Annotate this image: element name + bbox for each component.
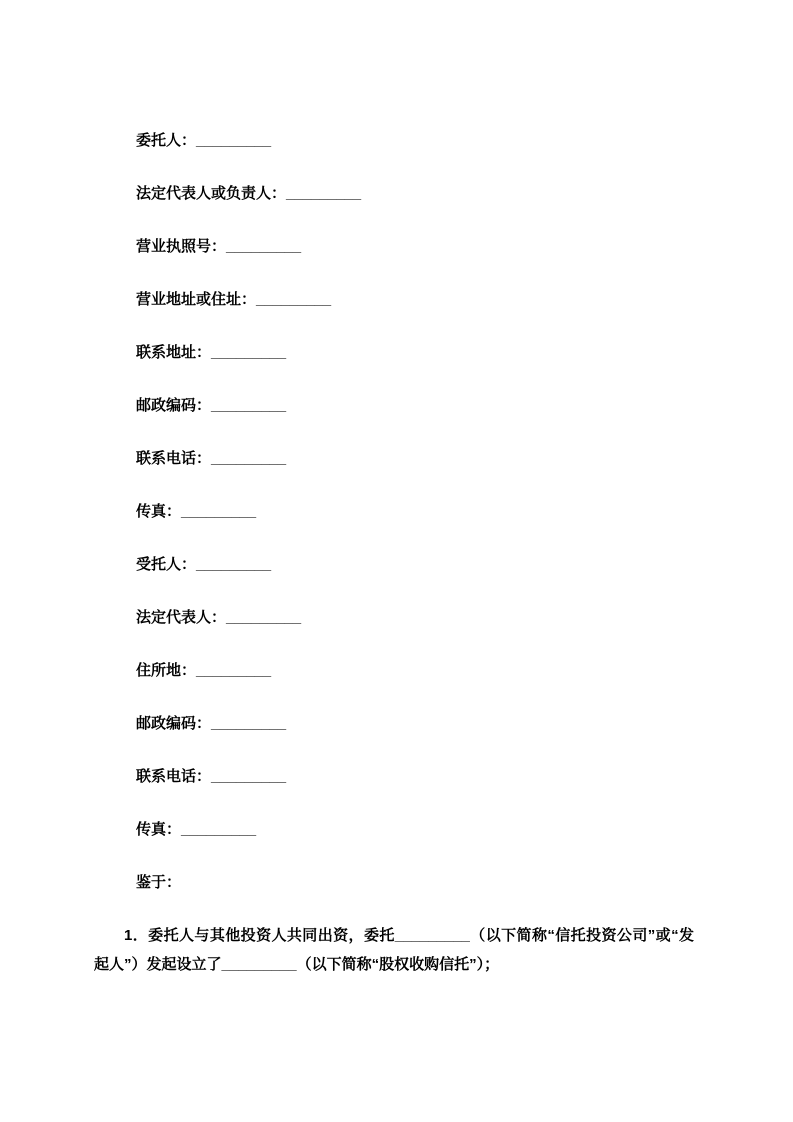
- field-blank-line: _________: [286, 185, 362, 202]
- field-blank-line: _________: [226, 609, 302, 626]
- field-label: 营业执照号：: [136, 238, 227, 255]
- field-blank-line: _________: [181, 503, 257, 520]
- field-blank-line: _________: [211, 397, 287, 414]
- field-blank-line: _________: [226, 238, 302, 255]
- field-label: 住所地：: [136, 662, 197, 679]
- field-row: [94, 709, 694, 738]
- field-label: 委托人：: [136, 132, 197, 149]
- clause-text: 委托人与其他投资人共同出资，委托_________（以下简称“信托投资公司”或“发起人”）发起设立了_________（以下简称“股权收购信托”）；: [94, 927, 694, 973]
- field-row: [94, 338, 694, 367]
- field-label: 传真：: [136, 503, 182, 520]
- field-label: 联系电话：: [136, 450, 212, 467]
- field-row: [94, 603, 694, 632]
- field-row: [94, 285, 694, 314]
- field-row: [94, 179, 694, 208]
- whereas-heading: [94, 868, 694, 897]
- field-label: 营业地址或住址：: [136, 291, 257, 308]
- field-label: 联系电话：: [136, 768, 212, 785]
- field-blank-line: _________: [211, 344, 287, 361]
- field-row: [94, 444, 694, 473]
- field-row: [94, 232, 694, 261]
- field-label: 邮政编码：: [136, 397, 212, 414]
- field-label: 传真：: [136, 821, 182, 838]
- field-label: 法定代表人：: [136, 609, 227, 626]
- whereas-label: 鉴于：: [136, 874, 182, 891]
- clause-number: 1．: [124, 927, 149, 944]
- field-blank-line: _________: [211, 715, 287, 732]
- clause-paragraph: [94, 921, 694, 979]
- field-blank-line: _________: [211, 768, 287, 785]
- field-blank-line: _________: [196, 662, 272, 679]
- field-label: 受托人：: [136, 556, 197, 573]
- field-row: [94, 815, 694, 844]
- field-label: 联系地址：: [136, 344, 212, 361]
- field-row: [94, 391, 694, 420]
- field-row: [94, 762, 694, 791]
- field-row: [94, 656, 694, 685]
- field-label: 邮政编码：: [136, 715, 212, 732]
- field-row: [94, 126, 694, 155]
- field-row: [94, 497, 694, 526]
- field-blank-line: _________: [256, 291, 332, 308]
- field-row: [94, 550, 694, 579]
- field-blank-line: _________: [196, 556, 272, 573]
- field-label: 法定代表人或负责人：: [136, 185, 287, 202]
- party-fields-list: [94, 126, 694, 844]
- field-blank-line: _________: [196, 132, 272, 149]
- field-blank-line: _________: [181, 821, 257, 838]
- field-blank-line: _________: [211, 450, 287, 467]
